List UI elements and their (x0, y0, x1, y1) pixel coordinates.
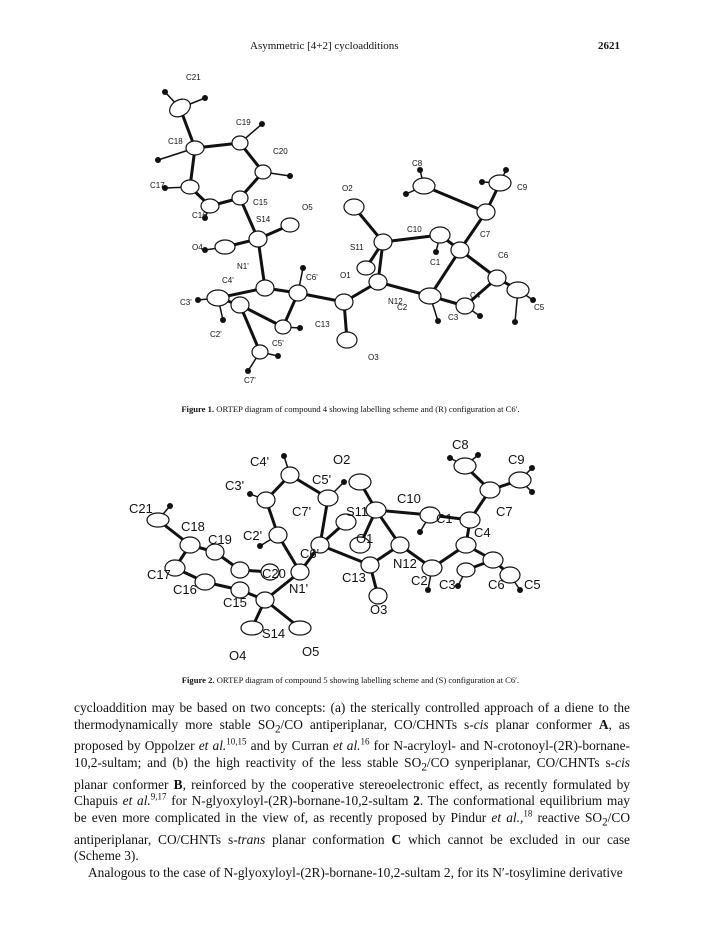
atom-label: C10 (407, 225, 422, 234)
atom-label: C5 (524, 577, 541, 592)
atom-label: C7' (244, 376, 256, 385)
atom-label: O1 (356, 531, 374, 546)
atom-label: C13 (315, 320, 330, 329)
atom-label: O4 (192, 243, 203, 252)
atom-label: C4 (474, 525, 491, 540)
atom-label: C6' (306, 273, 318, 282)
atom-label: C7' (292, 504, 312, 519)
body-text (74, 700, 630, 882)
atom-label: C20 (262, 566, 286, 581)
atom-label: N1' (289, 581, 309, 596)
atom-label: C4' (250, 454, 270, 469)
atom-label: C16 (173, 582, 197, 597)
figure-2-ortep (0, 430, 701, 665)
atom-label: C7 (480, 230, 491, 239)
atom-label: O5 (302, 644, 320, 659)
atom-label: C19 (236, 118, 251, 127)
atom-label: C3' (225, 478, 245, 493)
running-title: Asymmetric [4+2] cycloadditions (250, 40, 399, 52)
atom-label: C2 (411, 573, 428, 588)
atom-label: C5 (534, 303, 545, 312)
atom-label: C8 (452, 437, 469, 452)
atom-label: C15 (223, 595, 247, 610)
atom-label: C18 (181, 519, 205, 534)
figure-2-caption (0, 675, 701, 685)
atom-label: O5 (302, 203, 313, 212)
atom-label: C9 (517, 183, 528, 192)
atom-label: N12 (393, 556, 417, 571)
atom-label: C1 (430, 258, 441, 267)
atom-label: C3 (448, 313, 459, 322)
caption-label: Figure 2. (181, 675, 215, 685)
atom-label: C5' (272, 339, 284, 348)
atom-label: C17 (147, 567, 171, 582)
paragraph-2: Analogous to the case of N-glyoxyloyl-(2R)-bornane-10,2-sultam 2, for its N′-tosylimine derivative (88, 865, 623, 881)
atom-label: O1 (340, 271, 351, 280)
atom-label: O2 (342, 184, 353, 193)
atom-label: C5' (312, 472, 332, 487)
figure-1-ortep (0, 60, 701, 390)
atom-label: C17 (150, 181, 165, 190)
atom-label: C6 (498, 251, 509, 260)
atom-label: N1' (237, 262, 249, 271)
atom-label: C2 (397, 303, 408, 312)
atom-label: C21 (129, 501, 153, 516)
figure-1-caption (0, 404, 701, 414)
atom-label: C3' (180, 298, 192, 307)
caption-text: ORTEP diagram of compound 5 showing labelling scheme and (S) configuration at C6′. (214, 675, 520, 685)
atom-label: C16 (192, 211, 207, 220)
atom-label: S14 (256, 215, 271, 224)
atom-label: O4 (229, 648, 247, 663)
paragraph-1: cycloaddition may be based on two concepts: (a) the sterically controlled approach of a diene to the thermodynamically more stable $SO_2/CO$ antiperiplanar, CO/CHNTs s-cis planar conformer A, as proposed by Oppolzer et al.$^{10,15}$ and by Curran et al.$^{16}$ for N-acryloyl- and N-crotonoyl-(2R)-bornane-10,2-sultam; and (b) the high reactivity of the less stable $SO_2/CO$ synperiplanar, CO/CHNTs s-cis planar conformer B, reinforced by the cooperative stereoelectronic effect, as recently formulated by Chapuis et al.$^{9,17}$ for N-glyoxyloyl-(2R)-bornane-10,2-sultam 2. The conformational equilibrium may be even more complicated in the view of, as recently proposed by Pindur et al.,$^{18}$ reactive $SO_2/CO$ antiperiplanar, CO/CHNTs s-trans planar conformation C which cannot be excluded in our case (Scheme 3). (74, 700, 631, 864)
atom-label: C1 (436, 511, 453, 526)
atom-label: C21 (186, 73, 201, 82)
atom-label: C3 (439, 577, 456, 592)
atom-label: C15 (253, 198, 268, 207)
atom-label: O2 (333, 452, 351, 467)
atom-label: C2' (210, 330, 222, 339)
atom-label: C4 (470, 291, 481, 300)
atom-label: C4' (222, 276, 234, 285)
atom-label: C2' (243, 528, 263, 543)
caption-label: Figure 1. (181, 404, 215, 414)
atom-label: O3 (370, 602, 388, 617)
figure-2-atoms (147, 458, 531, 635)
atom-label: C8 (412, 159, 423, 168)
page-number: 2621 (598, 40, 620, 52)
atom-label: O3 (368, 353, 379, 362)
atom-label: C9 (508, 452, 525, 467)
figure-1-bonds (180, 108, 518, 352)
atom-label: N12 (388, 297, 403, 306)
atom-label: S11 (350, 243, 364, 252)
atom-label: C6 (488, 577, 505, 592)
atom-label: C7 (496, 504, 513, 519)
atom-label: S11 (346, 504, 369, 519)
atom-label: C19 (208, 532, 232, 547)
atom-label: C6' (300, 546, 320, 561)
atom-label: S14 (262, 626, 286, 641)
atom-label: C18 (168, 137, 183, 146)
caption-text: ORTEP diagram of compound 4 showing labelling scheme and (R) configuration at C6′. (214, 404, 520, 414)
atom-label: C10 (397, 491, 421, 506)
atom-label: C13 (342, 570, 366, 585)
atom-label: C20 (273, 147, 288, 156)
